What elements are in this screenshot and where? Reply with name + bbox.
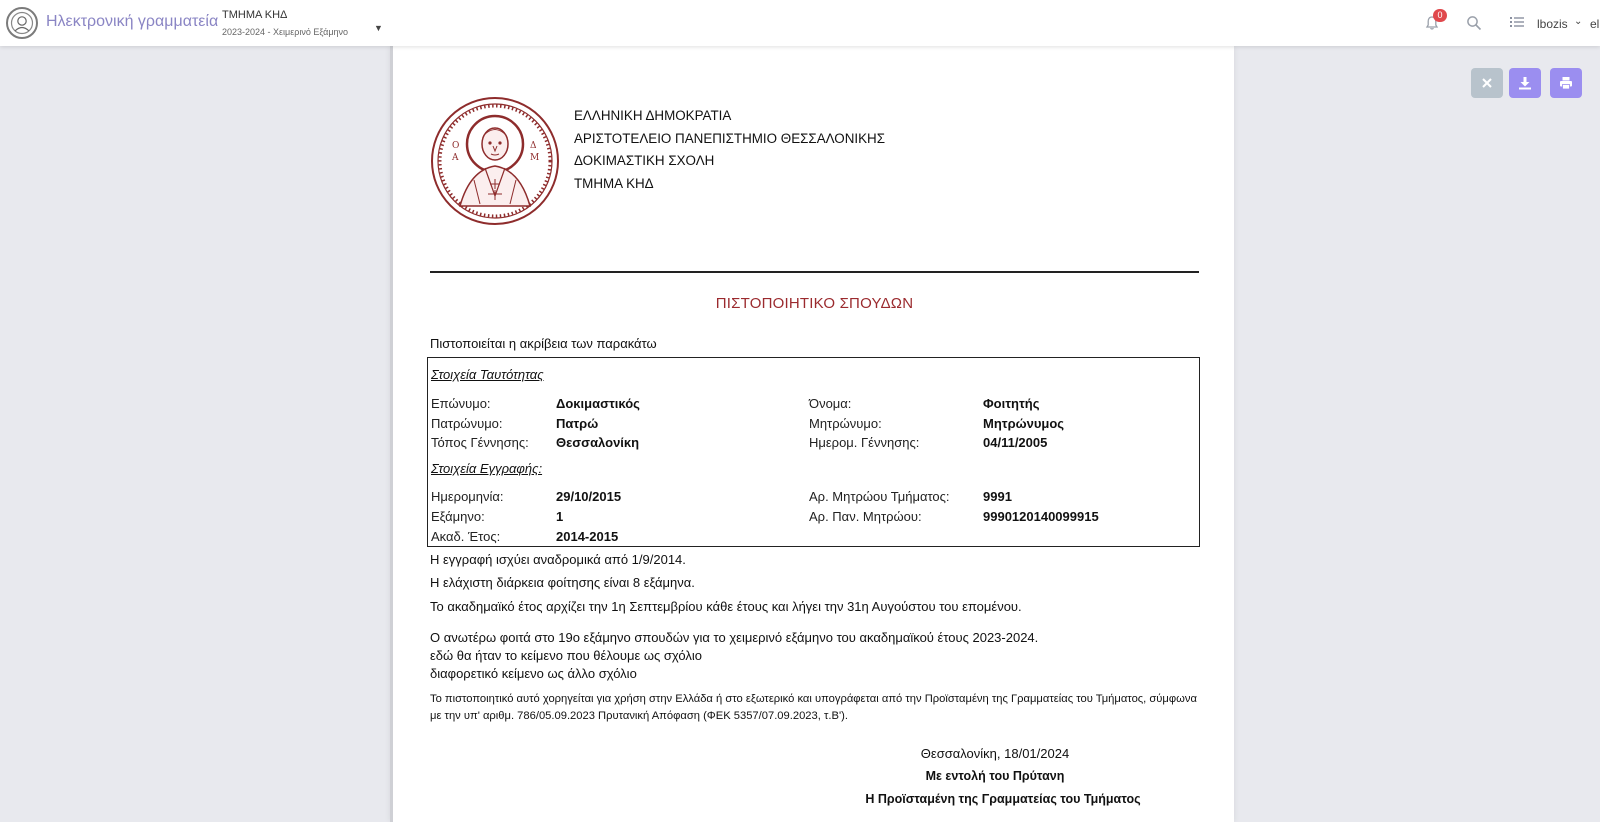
academic-year-value: 2014-2015 [556, 529, 619, 544]
surname-value: Δοκιμαστικός [556, 396, 640, 411]
father-name-label: Πατρώνυμο: [431, 416, 503, 431]
certificate-title: ΠΙΣΤΟΠΟΙΗΤΙΚΟ ΣΠΟΥΔΩΝ [715, 295, 914, 312]
university-seal-icon [430, 96, 560, 226]
org-line: ΑΡΙΣΤΟΤΕΛΕΙΟ ΠΑΝΕΠΙΣΤΗΜΙΟ ΘΕΣΣΑΛΟΝΙΚΗΣ [574, 130, 885, 146]
department-registry-value: 9991 [983, 489, 1012, 504]
identity-section-title: Στοιχεία Ταυτότητας [431, 367, 544, 382]
registration-date-value: 29/10/2015 [556, 489, 622, 504]
org-line: ΕΛΛΗΝΙΚΗ ΔΗΜΟΚΡΑΤΙΑ [574, 108, 732, 123]
certificate-comment-line: εδώ θα ήταν το κείμενο που θέλουμε ως σχόλιο [430, 648, 702, 663]
department-selector-semester[interactable]: 2023-2024 - Χειμερινό Εξάμηνο [222, 27, 349, 37]
svg-text:Α: Α [452, 153, 459, 163]
close-icon [1481, 77, 1493, 89]
org-line: ΤΜΗΜΑ ΚΗΔ [574, 175, 654, 191]
certificate-text-line: Ο ανωτέρω φοιτά στο 19ο εξάμηνο σπουδών για το χειμερινό εξάμηνο του ακαδημαϊκού έτους 2023-2024. [430, 630, 1039, 645]
close-button[interactable] [1471, 68, 1503, 98]
download-button[interactable] [1509, 68, 1541, 98]
academic-year-label: Ακαδ. Έτος: [431, 529, 501, 544]
certificate-text-line: Η εγγραφή ισχύει αναδρομικά από 1/9/2014. [430, 552, 686, 567]
signature-place-date: Θεσσαλονίκη, 18/01/2024 [920, 746, 1070, 761]
certificate-text-line: Το ακαδημαϊκό έτος αρχίζει την 1η Σεπτεμβρίου κάθε έτους και λήγει την 31η Αυγούστου του επομένου. [430, 599, 1022, 614]
org-line: ΔΟΚΙΜΑΣΤΙΚΗ ΣΧΟΛΗ [574, 153, 715, 168]
department-selector-name[interactable]: ΤΜΗΜΑ ΚΗΔ [222, 9, 288, 21]
semester-value: 1 [556, 509, 564, 524]
surname-label: Επώνυμο: [431, 396, 491, 411]
language-selector[interactable]: el [1590, 17, 1600, 31]
first-name-label: Όνομα: [809, 396, 852, 411]
signature-title: Η Προϊσταμένη της Γραμματείας του Τμήματος [865, 792, 1141, 806]
chevron-down-icon[interactable]: ⌄ [1574, 16, 1583, 27]
notification-count-badge: 0 [1433, 9, 1447, 22]
certificate-document [390, 46, 1234, 822]
svg-text:Μ: Μ [530, 153, 540, 163]
certificate-legal-note: Το πιστοποιητικό αυτό χορηγείται για χρήση στην Ελλάδα ή στο εξωτερικό και υπογράφεται από την Προϊσταμένη της Γραμματείας του Τμήματος, σύμφωνα με την υπ' αριθμ. 786/05.09.2023 Πρυτανική Απόφαση (ΦΕΚ 5357/07.09.2023, τ.Β'). [430, 693, 1197, 722]
svg-text:Ο: Ο [452, 141, 460, 151]
search-icon[interactable] [1466, 15, 1482, 31]
app-title[interactable]: Ηλεκτρονική γραμματεία [46, 13, 219, 30]
registration-section-title: Στοιχεία Εγγραφής: [431, 461, 543, 476]
birthplace-value: Θεσσαλονίκη [556, 435, 640, 450]
print-button[interactable] [1550, 68, 1582, 98]
signature-authority: Με εντολή του Πρύτανη [925, 769, 1065, 783]
first-name-value: Φοιτητής [983, 396, 1040, 411]
chevron-down-icon[interactable]: ▼ [374, 23, 383, 33]
organization-header [574, 105, 885, 195]
certificate-comment-line: διαφορετικό κείμενο ως άλλο σχόλιο [430, 666, 637, 681]
university-logo-icon[interactable] [6, 7, 38, 39]
certificate-intro: Πιστοποιείται η ακρίβεια των παρακάτω [430, 336, 657, 351]
certificate-text-line: Η ελάχιστη διάρκεια φοίτησης είναι 8 εξάμηνα. [430, 575, 695, 590]
department-registry-label: Αρ. Μητρώου Τμήματος: [809, 489, 950, 504]
svg-text:Δ: Δ [530, 141, 537, 151]
registration-date-label: Ημερομηνία: [431, 489, 504, 504]
mother-name-value: Μητρώνυμος [983, 416, 1065, 431]
university-registry-value: 9990120140099915 [983, 509, 1099, 524]
university-registry-label: Αρ. Παν. Μητρώου: [809, 509, 922, 524]
mother-name-label: Μητρώνυμο: [809, 416, 882, 431]
birthplace-label: Τόπος Γέννησης: [431, 435, 529, 450]
header-divider [430, 271, 1199, 273]
birthdate-value: 04/11/2005 [983, 435, 1048, 450]
download-icon [1518, 76, 1532, 90]
father-name-value: Πατρώ [556, 416, 599, 431]
semester-label: Εξάμηνο: [431, 509, 485, 524]
birthdate-label: Ημερομ. Γέννησης: [809, 435, 920, 450]
student-details-box [427, 357, 1200, 547]
user-menu-name[interactable]: lbozis [1537, 17, 1568, 31]
top-navbar [0, 0, 1600, 46]
list-icon[interactable] [1510, 16, 1524, 28]
print-icon [1559, 76, 1573, 90]
